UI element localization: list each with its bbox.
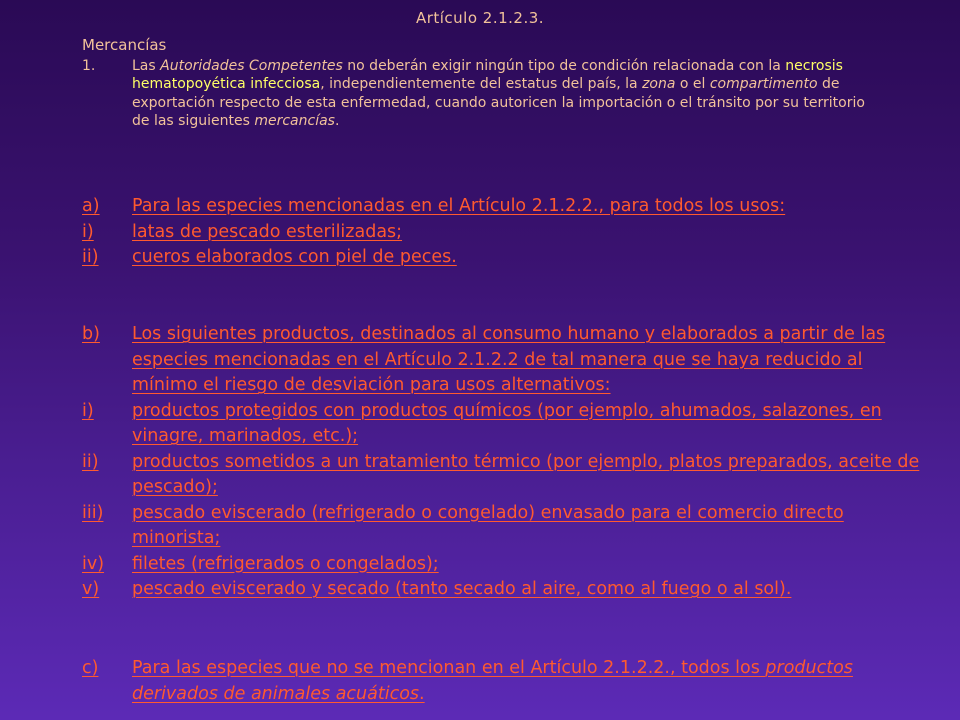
amendment-c-text-italic: productos derivados de animales acuáticos <box>132 658 853 704</box>
amendment-a-item-label: ii) <box>82 247 99 267</box>
amendment-b-item-label: v) <box>82 579 100 599</box>
amendment-b-item-text: filetes (refrigerados o congelados); <box>132 553 439 574</box>
section-heading: Mercancías <box>82 36 167 54</box>
amendment-a-item-text: cueros elaborados con piel de peces. <box>132 247 457 267</box>
amendment-a-label: a) <box>82 196 100 216</box>
text-fragment: , independientemente del estatus del país, la <box>320 76 643 93</box>
text-fragment: . <box>334 113 340 130</box>
amendment-b <box>82 322 922 603</box>
amendment-c-text-plain: Para las especies que no se mencionan en el Artículo 2.1.2.2., todos los <box>132 658 766 678</box>
text-fragment: no deberán exigir ningún tipo de condición relacionada con la <box>342 58 786 74</box>
italic-term: Autoridades Competentes <box>160 58 343 74</box>
amendment-c <box>82 656 922 707</box>
original-paragraph <box>82 57 882 131</box>
amendment-b-item-text: pescado eviscerado (refrigerado o congelado) envasado para el comercio directo minorista; <box>132 502 844 548</box>
highlighted-term: necrosis hematopoyética infecciosa <box>132 58 843 93</box>
amendment-b-item-label: ii) <box>82 451 99 472</box>
amendment-b-item-text: pescado eviscerado y secado (tanto secado al aire, como al fuego o al sol). <box>132 579 792 599</box>
item-number: 1. <box>82 58 96 74</box>
amendment-b-item-label: iv) <box>82 553 105 574</box>
amendment-b-item-label: iii) <box>82 502 104 523</box>
text-fragment: o el <box>675 76 710 93</box>
amendment-a-item-text: latas de pescado esterilizadas; <box>132 221 403 242</box>
amendment-a <box>82 194 922 271</box>
amendment-a-item-label: i) <box>82 221 94 242</box>
amendment-b-item-text: productos sometidos a un tratamiento térmico (por ejemplo, platos preparados, aceite de pescado); <box>132 451 920 497</box>
amendment-b-item-label: i) <box>82 400 94 421</box>
amendment-c-label: c) <box>82 658 99 678</box>
italic-term: compartimento <box>709 76 818 93</box>
amendment-b-label: b) <box>82 324 100 344</box>
text-fragment: de exportación respecto de esta enfermedad, cuando autoricen la importación o el tránsito por su territorio de las siguientes <box>132 76 865 130</box>
amendment-a-text: Para las especies mencionadas en el Artículo 2.1.2.2., para todos los usos: <box>132 196 786 216</box>
italic-term: zona <box>642 76 676 93</box>
amendment-b-item-text: productos protegidos con productos químicos (por ejemplo, ahumados, salazones, en vinagre, marinados, etc.); <box>132 400 882 446</box>
amendment-c-text <box>132 656 922 707</box>
amendment-b-text: Los siguientes productos, destinados al consumo humano y elaborados a partir de las especies mencionadas en el Artículo 2.1.2.2 de tal manera que se haya reducido al mínimo el riesgo de desviación para usos alternativos: <box>132 324 886 395</box>
text-fragment: Las <box>132 58 161 74</box>
article-title: Artículo 2.1.2.3. <box>415 9 545 27</box>
italic-term: mercancías <box>254 113 335 130</box>
amendment-c-text-end: . <box>419 683 425 704</box>
original-text <box>132 57 882 131</box>
